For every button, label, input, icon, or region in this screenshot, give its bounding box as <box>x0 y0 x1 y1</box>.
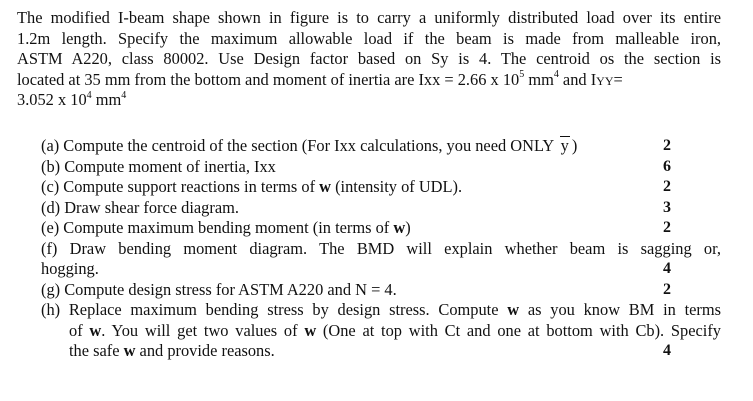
exponent: 5 <box>519 69 525 81</box>
part-a-close: ) <box>571 136 578 155</box>
part-b <box>41 157 721 178</box>
part-f-row-1: (f) Draw bending moment diagram. The BMD will explain whether beam is sagging or, <box>41 238 721 258</box>
intro-line-5-text-b: mm <box>91 90 122 109</box>
part-e-text-b: ) <box>405 218 411 237</box>
part-h-row-2 <box>41 321 721 342</box>
intro-line-5-text-a: 3.052 x 10 <box>17 90 87 109</box>
part-g-row <box>41 280 721 301</box>
intro-line-4-text-a: located at 35 mm from the bottom and moment of inertia are Ixx = 2.66 x 10 <box>17 69 520 89</box>
part-e-text-a: (e) Compute maximum bending moment (in terms of <box>41 218 394 237</box>
part-d <box>41 198 721 219</box>
intro-line-4-text-b: mm <box>524 69 554 89</box>
part-a-marks: 2 <box>663 137 671 154</box>
overbar <box>560 136 570 137</box>
y-bar-letter: y <box>560 136 569 155</box>
part-h-row-1 <box>41 300 721 321</box>
part-h-row-3 <box>41 341 721 362</box>
intro-line-4-text-c: and I <box>558 69 597 89</box>
part-a-row <box>41 136 721 157</box>
part-e <box>41 218 721 239</box>
intro-line-5 <box>17 90 721 111</box>
w-symbol: w <box>507 300 520 319</box>
part-h-text-2a: of <box>69 320 90 340</box>
w-symbol: w <box>89 320 102 340</box>
part-a <box>41 136 721 157</box>
part-h-marks: 4 <box>663 342 671 359</box>
problem-statement <box>17 8 721 111</box>
part-e-marks: 2 <box>663 219 671 236</box>
subscript-yy: YY <box>596 73 614 88</box>
exponent: 4 <box>86 89 92 101</box>
intro-line-4-text-d: = <box>613 69 623 89</box>
part-c <box>41 177 721 198</box>
part-h-text-3a: the safe <box>69 341 124 360</box>
w-symbol: w <box>123 341 136 360</box>
part-g-text: (g) Compute design stress for ASTM A220 and N = 4. <box>41 279 397 299</box>
part-f-row-2 <box>41 259 721 280</box>
part-c-text-a: (c) Compute support reactions in terms of <box>41 177 320 196</box>
exponent: 4 <box>121 89 127 101</box>
intro-line-4 <box>17 70 721 91</box>
part-b-text: (b) Compute moment of inertia, Ixx <box>41 156 276 176</box>
part-b-row <box>41 157 721 178</box>
part-c-row <box>41 177 721 198</box>
part-g <box>41 280 721 301</box>
part-g-marks: 2 <box>663 280 671 298</box>
part-c-text-b: (intensity of UDL). <box>330 177 463 196</box>
part-c-marks: 2 <box>663 178 671 195</box>
intro-line-3: ASTM A220, class 80002. Use Design factor based on Sy is 4. The centroid os the section is <box>17 49 721 68</box>
part-a-text: (a) Compute the centroid of the section (For Ixx calculations, you need ONLY <box>41 136 558 155</box>
part-f <box>41 239 721 280</box>
w-symbol: w <box>319 177 331 196</box>
part-d-text: (d) Draw shear force diagram. <box>41 197 239 217</box>
part-h-text-2c: (One at top with Ct and one at bottom with Cb). Specify <box>316 320 721 340</box>
part-e-row <box>41 218 721 239</box>
intro-line-1: The modified I-beam shape shown in figure is to carry a uniformly distributed load over its entire <box>17 8 721 27</box>
part-h-text-1a: (h) Replace maximum bending stress by design stress. Compute <box>41 300 508 319</box>
exponent: 4 <box>553 69 559 81</box>
part-f-marks: 4 <box>663 260 671 277</box>
question-parts <box>41 136 721 362</box>
part-h <box>41 300 721 362</box>
part-h-text-2b: . You will get two values of <box>101 320 305 340</box>
part-d-marks: 3 <box>663 198 671 216</box>
part-f-text-2: hogging. <box>41 259 99 278</box>
w-symbol: w <box>304 320 317 340</box>
part-h-text-3b: and provide reasons. <box>135 341 275 360</box>
w-symbol: w <box>393 218 406 237</box>
intro-line-2: 1.2m length. Specify the maximum allowable load if the beam is made from malleable iron, <box>17 28 721 48</box>
part-b-marks: 6 <box>663 157 671 175</box>
part-d-row <box>41 198 721 219</box>
y-bar-symbol <box>558 136 572 157</box>
part-h-text-1b: as you know BM in terms <box>519 300 721 319</box>
